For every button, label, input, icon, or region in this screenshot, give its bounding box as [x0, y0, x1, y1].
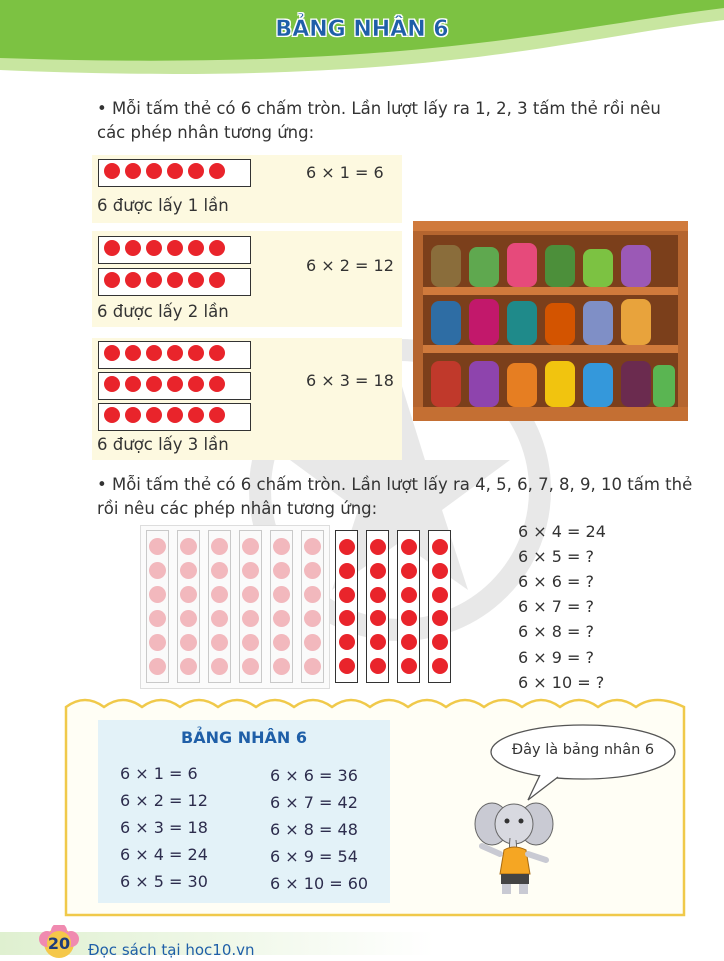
caption-3: 6 được lấy 3 lần [97, 435, 229, 454]
dot-card [270, 530, 293, 683]
dot-card [98, 159, 251, 187]
instruction-1-line2: các phép nhân tương ứng: [97, 123, 315, 142]
speech-bubble [488, 722, 678, 804]
dot-card [98, 372, 251, 400]
equation-list-item: 6 × 8 = ? [518, 622, 595, 641]
dot-card [301, 530, 324, 683]
table-row: 6 × 3 = 18 [120, 818, 208, 837]
table-row: 6 × 4 = 24 [120, 845, 208, 864]
dot-card [366, 530, 389, 683]
dot-card [397, 530, 420, 683]
dot-card [98, 236, 251, 264]
table-row: 6 × 6 = 36 [270, 766, 358, 785]
instruction-2-line2: rồi nêu các phép nhân tương ứng: [97, 499, 378, 518]
footer-source: Đọc sách tại hoc10.vn [88, 941, 255, 959]
dot-card [428, 530, 451, 683]
dot-card [98, 403, 251, 431]
table-title: BẢNG NHÂN 6 [181, 728, 307, 747]
table-row: 6 × 10 = 60 [270, 874, 369, 893]
instruction-2: • Mỗi tấm thẻ có 6 chấm tròn. Lần lượt lấy ra 4, 5, 6, 7, 8, 9, 10 tấm thẻ [97, 475, 693, 494]
header-banner [0, 0, 724, 90]
dot-card [239, 530, 262, 683]
equation-list-item: 6 × 6 = ? [518, 572, 595, 591]
bookshelf-illustration [413, 221, 688, 421]
equation-list-item: 6 × 9 = ? [518, 648, 595, 667]
table-row: 6 × 7 = 42 [270, 793, 358, 812]
table-row: 6 × 2 = 12 [120, 791, 208, 810]
equation-list-item: 6 × 5 = ? [518, 547, 595, 566]
dot-card [208, 530, 231, 683]
dot-card [98, 268, 251, 296]
elephant-mascot [470, 798, 560, 896]
table-row: 6 × 9 = 54 [270, 847, 358, 866]
equation-list-item: 6 × 4 = 24 [518, 522, 606, 541]
equation-3: 6 × 3 = 18 [306, 371, 394, 390]
speech-text: Đây là bảng nhân 6 [511, 742, 655, 758]
equation-list-item: 6 × 10 = ? [518, 673, 605, 692]
caption-2: 6 được lấy 2 lần [97, 302, 229, 321]
table-row: 6 × 8 = 48 [270, 820, 358, 839]
instruction-1: • Mỗi tấm thẻ có 6 chấm tròn. Lần lượt lấy ra 1, 2, 3 tấm thẻ rồi nêu [97, 99, 661, 118]
dot-card [146, 530, 169, 683]
table-row: 6 × 1 = 6 [120, 764, 198, 783]
table-row: 6 × 5 = 30 [120, 872, 208, 891]
equation-list-item: 6 × 7 = ? [518, 597, 595, 616]
dot-card [335, 530, 358, 683]
equation-2: 6 × 2 = 12 [306, 256, 394, 275]
page-number: 20 [47, 934, 71, 953]
dot-card [177, 530, 200, 683]
dot-card [98, 341, 251, 369]
caption-1: 6 được lấy 1 lần [97, 196, 229, 215]
equation-1: 6 × 1 = 6 [306, 163, 384, 182]
page-title: BẢNG NHÂN 6 [275, 17, 449, 42]
